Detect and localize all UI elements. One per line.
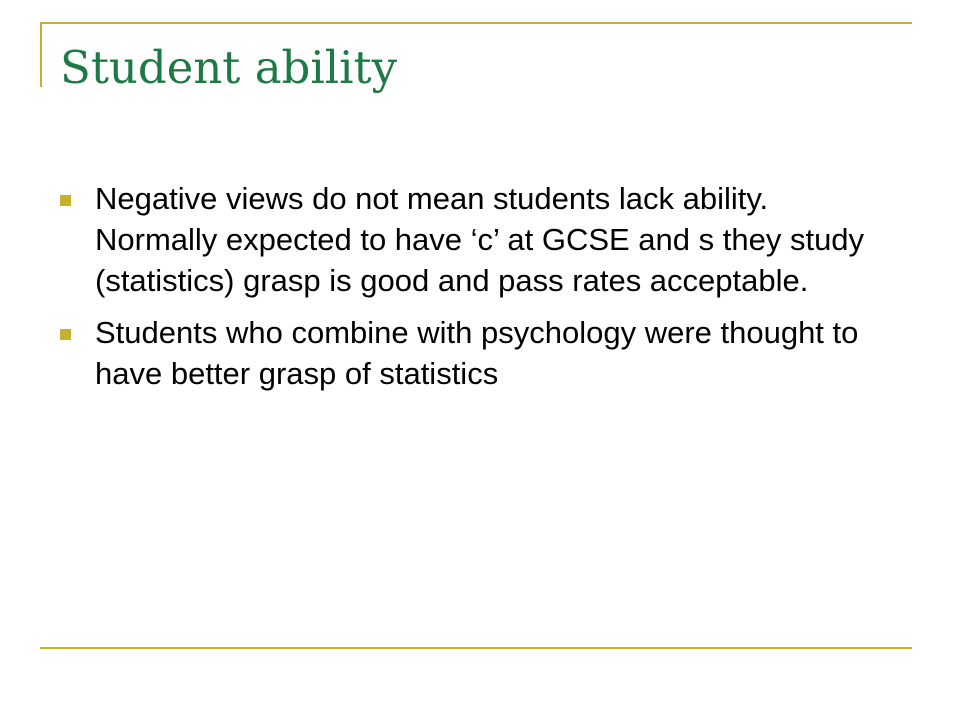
- bullet-item: [60, 312, 885, 394]
- bottom-rule: [40, 647, 912, 649]
- bullet-text: Negative views do not mean students lack ability. Normally expected to have ‘c’ at GCSE and s they study (statistics) grasp is good and pass rates acceptable.: [95, 181, 865, 298]
- square-bullet-icon: [60, 329, 71, 340]
- top-rule: [40, 22, 912, 24]
- bullet-item: [60, 178, 885, 301]
- bullet-text: Students who combine with psychology were thought to have better grasp of statistics: [95, 315, 859, 391]
- bullet-list: [60, 178, 910, 405]
- left-rule: [40, 22, 42, 87]
- slide-title: Student ability: [60, 41, 398, 94]
- square-bullet-icon: [60, 195, 71, 206]
